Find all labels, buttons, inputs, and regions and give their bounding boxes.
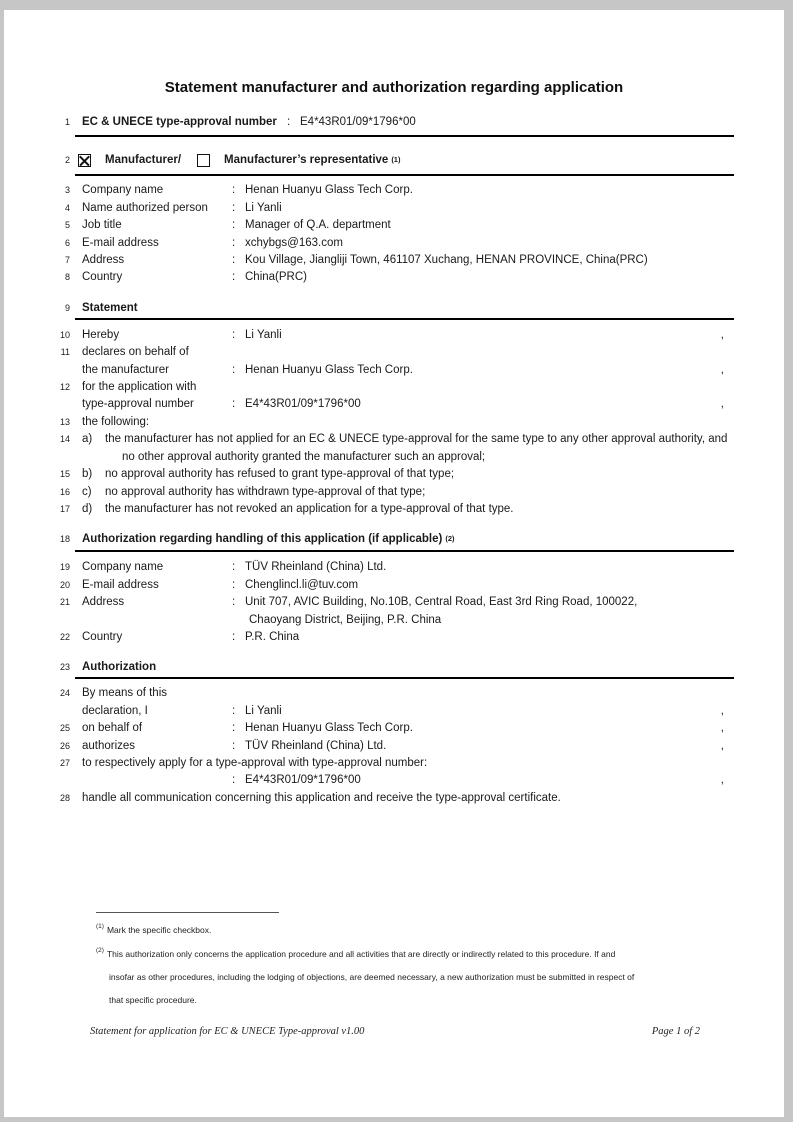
field-label: E-mail address	[82, 578, 159, 591]
line-number: 5	[64, 220, 70, 231]
footnote-2	[96, 940, 720, 1012]
authorization-handling-heading-row	[4, 531, 784, 548]
authorization-heading-row	[4, 659, 784, 675]
field-label: Country	[82, 271, 123, 284]
line-number: 13	[59, 416, 70, 427]
by-means-row	[4, 685, 784, 702]
field-value: E4*43R01/09*1796*00	[245, 398, 361, 411]
field-label: the manufacturer	[82, 363, 169, 376]
company-name-row	[4, 182, 784, 199]
authorization-heading: Authorization	[82, 661, 157, 674]
colon: :	[232, 774, 236, 787]
type-approval-number-row	[4, 396, 784, 413]
declares-row	[4, 344, 784, 361]
address-row	[4, 252, 784, 269]
field-value: Li Yanli	[245, 328, 282, 341]
line-number: 18	[59, 534, 70, 545]
apply-for-number-row	[4, 772, 784, 789]
footnote-2-line-2: insofar as other procedures, including the lodging of objections, are deemed necessary, a new authorization must be submitted in respect of	[109, 971, 635, 982]
line-number: 1	[64, 117, 70, 127]
field-label: type-approval number	[82, 398, 194, 411]
colon: :	[232, 201, 236, 214]
field-value: Henan Huanyu Glass Tech Corp.	[245, 363, 413, 376]
field-value: Li Yanli	[245, 704, 282, 717]
colon: :	[232, 328, 236, 341]
colon: :	[232, 704, 236, 717]
field-label: Hereby	[82, 328, 120, 341]
trailing-comma: ,	[720, 774, 724, 787]
line-number: 14	[59, 434, 70, 445]
line-number: 15	[59, 469, 70, 480]
field-label: E-mail address	[82, 236, 159, 249]
document-page	[4, 10, 784, 1117]
authorized-person-row	[4, 200, 784, 217]
section-divider	[75, 135, 734, 137]
footnote-separator	[96, 912, 279, 913]
line-number: 23	[59, 662, 70, 673]
line-number: 4	[64, 202, 70, 213]
line-number: 7	[64, 255, 70, 266]
statement-item-b	[4, 466, 784, 483]
trailing-comma: ,	[720, 398, 724, 411]
statement-heading: Statement	[82, 301, 138, 314]
page-title: Statement manufacturer and authorization regarding application	[164, 79, 624, 96]
field-value: Chenglincl.li@tuv.com	[245, 578, 359, 591]
line-number: 24	[59, 688, 70, 699]
field-text: declares on behalf of	[82, 346, 189, 359]
field-label: authorizes	[82, 739, 136, 752]
colon: :	[232, 184, 236, 197]
section-divider	[75, 550, 734, 552]
field-label: Address	[82, 596, 125, 609]
colon: :	[232, 722, 236, 735]
line-number: 21	[59, 597, 70, 608]
application-with-row	[4, 379, 784, 396]
item-text: no approval authority has withdrawn type-approval of that type;	[105, 485, 426, 498]
approval-number-value: E4*43R01/09*1796*00	[300, 116, 416, 128]
field-value: Henan Huanyu Glass Tech Corp.	[245, 184, 413, 197]
item-marker: a)	[82, 433, 93, 446]
colon: :	[232, 271, 236, 284]
footnote-2-text: This authorization only concerns the application procedure and all activities that are directly or indirectly related to this procedure. If and	[106, 948, 616, 959]
footnote-1-marker: (1)	[96, 923, 104, 931]
statement-item-c	[4, 484, 784, 501]
item-text: the manufacturer has not applied for an EC & UNECE type-approval for the same type to any other approval authority, and no other approval authority granted the manufacturer such an approval;	[105, 433, 728, 463]
footnote-1-text: Mark the specific checkbox.	[106, 925, 212, 936]
footer-document-name: Statement for application for EC & UNECE Type-approval v1.00	[90, 1025, 365, 1037]
colon: :	[232, 739, 236, 752]
field-text: By means of this	[82, 687, 168, 700]
colon: :	[232, 630, 236, 643]
field-value: Kou Village, Jiangliji Town, 461107 Xuchang, HENAN PROVINCE, China(PRC)	[245, 254, 648, 267]
footnote-ref-1: (1)	[391, 154, 401, 164]
line-number: 17	[59, 503, 70, 514]
line-number: 16	[59, 486, 70, 497]
trailing-comma: ,	[720, 722, 724, 735]
handle-communication-row	[4, 790, 784, 807]
footnote-ref-2: (2)	[445, 534, 455, 544]
colon: :	[232, 398, 236, 411]
line-number: 27	[59, 757, 70, 768]
approval-number-row	[4, 114, 784, 131]
field-value: TÜV Rheinland (China) Ltd.	[245, 739, 387, 752]
section-divider	[75, 677, 734, 679]
field-label: Address	[82, 254, 125, 267]
colon: :	[232, 561, 236, 574]
colon: :	[232, 254, 236, 267]
trailing-comma: ,	[720, 739, 724, 752]
field-text: handle all communication concerning this application and receive the type-approval certificate.	[82, 791, 561, 804]
line-number: 10	[59, 329, 70, 340]
colon: :	[232, 363, 236, 376]
manufacturer-declared-row	[4, 362, 784, 379]
agent-address-row-2	[4, 612, 784, 629]
agent-country-row	[4, 629, 784, 646]
line-number: 25	[59, 723, 70, 734]
authorization-handling-heading: Authorization regarding handling of this application (if applicable)	[82, 533, 443, 546]
field-label: Name authorized person	[82, 201, 208, 214]
declaration-row	[4, 703, 784, 720]
colon: :	[232, 596, 236, 609]
field-label: Company name	[82, 561, 164, 574]
apply-for-row	[4, 755, 784, 772]
field-value: China(PRC)	[245, 271, 307, 284]
line-number: 26	[59, 740, 70, 751]
trailing-comma: ,	[720, 328, 724, 341]
line-number: 19	[59, 562, 70, 573]
line-number: 3	[64, 185, 70, 196]
footnote-2-marker: (2)	[96, 947, 104, 955]
authorizes-row	[4, 738, 784, 755]
job-title-row	[4, 217, 784, 234]
footer-page-number: Page 1 of 2	[651, 1025, 700, 1037]
field-label: Company name	[82, 184, 164, 197]
trailing-comma: ,	[720, 363, 724, 376]
footnote-2-line-1	[96, 940, 720, 966]
line-number: 20	[59, 579, 70, 590]
line-number: 22	[59, 631, 70, 642]
manufacturer-type-row	[4, 150, 784, 170]
item-text: no approval authority has refused to grant type-approval of that type;	[105, 468, 455, 481]
footnote-2-line-3: that specific procedure.	[109, 994, 197, 1005]
field-text: for the application with	[82, 381, 197, 394]
line-number: 9	[64, 302, 70, 313]
hereby-row	[4, 327, 784, 344]
the-following-row	[4, 414, 784, 431]
item-marker: d)	[82, 502, 93, 515]
field-label: Job title	[82, 219, 122, 232]
line-number: 12	[59, 382, 70, 393]
section-divider	[75, 318, 734, 320]
field-label: on behalf of	[82, 722, 143, 735]
page-footer	[90, 1026, 700, 1037]
email-row	[4, 235, 784, 252]
agent-address-row	[4, 594, 784, 611]
footnotes	[96, 912, 720, 1012]
trailing-comma: ,	[720, 704, 724, 717]
field-value: Li Yanli	[245, 201, 282, 214]
footnote-1	[96, 924, 720, 935]
item-marker: b)	[82, 468, 93, 481]
agent-email-row	[4, 577, 784, 594]
field-value: Unit 707, AVIC Building, No.10B, Central Road, East 3rd Ring Road, 100022,	[245, 596, 638, 609]
field-text: to respectively apply for a type-approval with type-approval number:	[82, 756, 428, 769]
line-number: 6	[64, 237, 70, 248]
field-label: declaration, I	[82, 704, 148, 717]
statement-item-d	[4, 501, 784, 518]
line-number: 8	[64, 272, 70, 283]
approval-number-label: EC & UNECE type-approval number	[82, 116, 277, 128]
colon: :	[232, 578, 236, 591]
manufacturer-checkbox-checked-icon	[78, 154, 91, 167]
field-value: Manager of Q.A. department	[245, 219, 391, 232]
agent-company-name-row	[4, 559, 784, 576]
representative-label: Manufacturer’s representative	[224, 153, 389, 166]
section-divider	[75, 174, 734, 176]
field-text: the following:	[82, 415, 150, 428]
statement-heading-row	[4, 300, 784, 316]
field-value: P.R. China	[245, 630, 300, 643]
colon: :	[232, 219, 236, 232]
line-number: 11	[60, 347, 70, 358]
field-value: TÜV Rheinland (China) Ltd.	[245, 561, 387, 574]
representative-checkbox-unchecked-icon	[197, 154, 210, 167]
item-text: the manufacturer has not revoked an application for a type-approval of that type.	[105, 502, 514, 515]
field-value-continuation: Chaoyang District, Beijing, P.R. China	[249, 613, 442, 626]
field-value: E4*43R01/09*1796*00	[245, 774, 361, 787]
line-number: 28	[59, 792, 70, 803]
field-value: Henan Huanyu Glass Tech Corp.	[245, 722, 413, 735]
colon: :	[287, 116, 291, 128]
line-number: 2	[64, 154, 70, 165]
country-row	[4, 269, 784, 286]
statement-item-a	[4, 431, 784, 466]
field-value: xchybgs@163.com	[245, 236, 343, 249]
item-marker: c)	[82, 485, 92, 498]
colon: :	[232, 236, 236, 249]
manufacturer-label: Manufacturer/	[105, 153, 182, 166]
field-label: Country	[82, 630, 123, 643]
on-behalf-row	[4, 720, 784, 737]
